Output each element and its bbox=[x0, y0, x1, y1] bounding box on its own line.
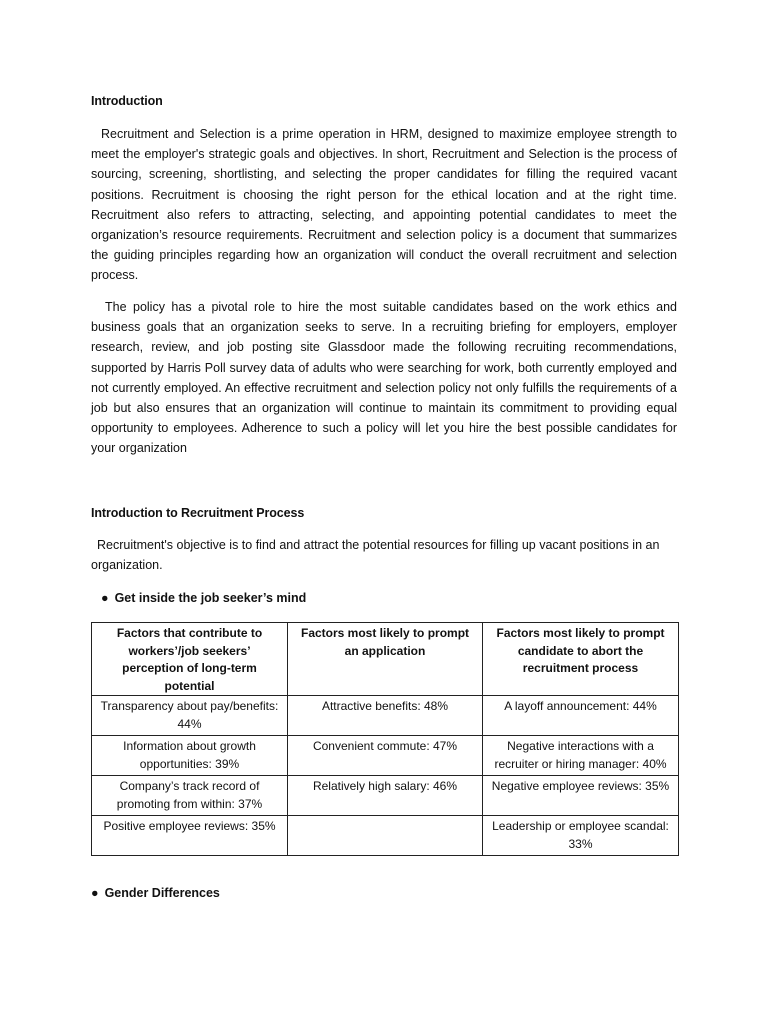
paragraph-intro-1: Recruitment and Selection is a prime operation in HRM, designed to maximize employee strength to meet the employer's strategic goals and objectives. In short, Recruitment and Selection is the process of sourcing, screening, shortlisting, and selecting the proper candidates for filling the required vacant positions. Recruitment is choosing the right person for the ethical location and at the right time. Recruitment also refers to attracting, selecting, and appointing potential candidates to meet the organization’s resource requirements. Recruitment and selection policy is a document that summarizes the guiding principles regarding how an organization will conduct the overall recruitment and selection process. bbox=[91, 127, 677, 283]
table-cell: Convenient commute: 47% bbox=[288, 736, 483, 776]
table-header-cell: Factors that contribute to workers’/job seekers’ perception of long-term potential bbox=[92, 623, 288, 696]
table-cell: Company’s track record of promoting from within: 37% bbox=[92, 776, 288, 816]
bullet-label: Gender Differences bbox=[104, 886, 220, 900]
table-row bbox=[92, 816, 679, 856]
bullet-gender-differences bbox=[91, 886, 220, 900]
bullet-job-seeker-mind bbox=[101, 591, 306, 605]
table-header-row bbox=[92, 623, 679, 696]
table-row bbox=[92, 776, 679, 816]
factors-table bbox=[91, 622, 679, 856]
table-cell: Relatively high salary: 46% bbox=[288, 776, 483, 816]
paragraph-recruitment-objective: Recruitment's objective is to find and attract the potential resources for filling up vacant positions in an organization. bbox=[91, 538, 660, 573]
table-cell: Attractive benefits: 48% bbox=[288, 696, 483, 736]
table-cell: Positive employee reviews: 35% bbox=[92, 816, 288, 856]
table-cell: Information about growth opportunities: 39% bbox=[92, 736, 288, 776]
heading-introduction: Introduction bbox=[91, 94, 163, 108]
bullet-icon: ● bbox=[101, 591, 109, 605]
paragraph-intro-2: The policy has a pivotal role to hire the most suitable candidates based on the work ethics and business goals that an organization seeks to serve. In a recruiting briefing for employers, employer research, review, and job posting site Glassdoor made the following recruiting recommendations, supported by Harris Poll survey data of adults who were searching for work, both currently employed and not currently employed. An effective recruitment and selection policy not only fulfills the requirements of a job but also ensures that an organization will continue to maintain its commitment to providing equal opportunity to employees. Adherence to such a policy will let you hire the best possible candidates for your organization bbox=[91, 300, 677, 456]
table-cell: Leadership or employee scandal: 33% bbox=[483, 816, 679, 856]
table-cell: Transparency about pay/benefits: 44% bbox=[92, 696, 288, 736]
table-row bbox=[92, 696, 679, 736]
table-cell: A layoff announcement: 44% bbox=[483, 696, 679, 736]
heading-recruitment-process: Introduction to Recruitment Process bbox=[91, 506, 305, 520]
table-header-cell: Factors most likely to prompt an application bbox=[288, 623, 483, 696]
table-row bbox=[92, 736, 679, 776]
table-cell: Negative employee reviews: 35% bbox=[483, 776, 679, 816]
bullet-label: Get inside the job seeker’s mind bbox=[114, 591, 307, 605]
table-cell bbox=[288, 816, 483, 856]
table-header-cell: Factors most likely to prompt candidate to abort the recruitment process bbox=[483, 623, 679, 696]
table-cell: Negative interactions with a recruiter or hiring manager: 40% bbox=[483, 736, 679, 776]
bullet-icon: ● bbox=[91, 886, 99, 900]
